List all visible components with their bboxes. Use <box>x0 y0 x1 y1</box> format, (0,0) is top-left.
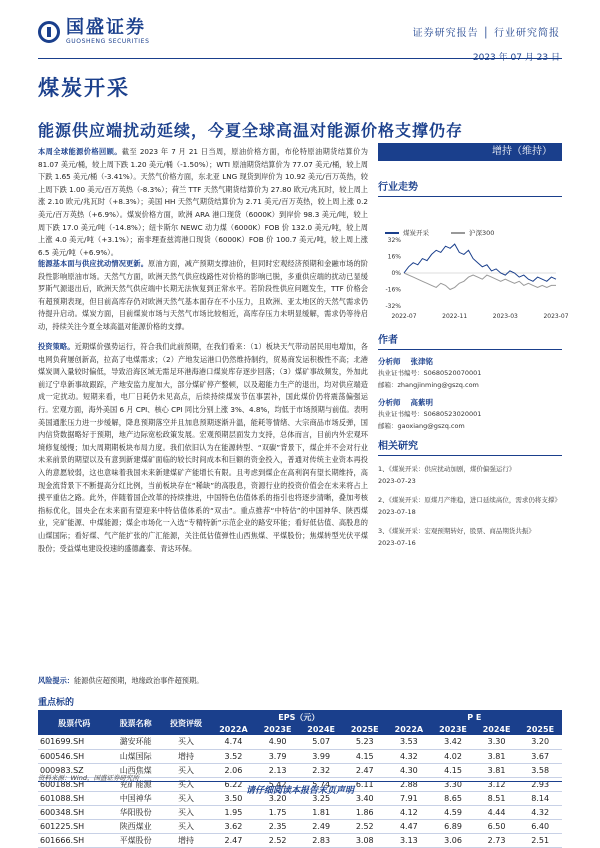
stock-code: 601699.SH <box>38 735 111 749</box>
year-header: 2022A <box>387 723 432 735</box>
body-paragraph-1 <box>38 146 368 261</box>
stock-value: 6.40 <box>518 819 562 833</box>
stock-name: 兖矿能源 <box>111 777 161 791</box>
stock-rating: 买入 <box>161 791 211 805</box>
col-name: 股票名称 <box>111 711 161 735</box>
company-name-cn: 国盛证券 <box>66 17 146 38</box>
year-header: 2025E <box>343 723 387 735</box>
table-row <box>38 749 562 763</box>
industry-trend-section <box>378 178 562 197</box>
stock-value: 1.86 <box>343 805 387 819</box>
table-source: 资料来源：Wind，国盛证券研究所 <box>38 774 139 782</box>
header-divider <box>38 58 562 59</box>
stock-value: 6.50 <box>475 819 519 833</box>
rating-badge: 增持（维持） <box>378 143 562 161</box>
col-rating: 投资评级 <box>161 711 211 735</box>
stock-value: 5.42 <box>256 777 300 791</box>
stock-value: 4.32 <box>518 805 562 819</box>
stock-value: 4.47 <box>387 819 432 833</box>
stock-value: 6.89 <box>431 819 475 833</box>
author-1 <box>378 356 562 391</box>
legend-coal-swatch <box>385 232 399 234</box>
related-date-3: 2023-07-16 <box>378 539 416 547</box>
author-2-email[interactable]: 邮箱：gaoxiang@gszq.com <box>378 422 465 430</box>
legend-hs300: 沪深300 <box>451 228 494 237</box>
risk-paragraph <box>38 675 368 690</box>
stock-value: 2.88 <box>387 777 432 791</box>
report-type: 证券研究报告 │ 行业研究简报 <box>412 28 560 39</box>
table-title: 重点标的 <box>38 695 562 711</box>
stock-value: 8.14 <box>518 791 562 805</box>
table-row <box>38 805 562 819</box>
trend-y-tick: 32% <box>387 237 401 244</box>
footer-disclaimer: 请仔细阅读本报告末页声明 <box>245 786 354 796</box>
stock-code: 601088.SH <box>38 791 111 805</box>
stock-value: 4.15 <box>343 749 387 763</box>
stock-value: 3.79 <box>256 749 300 763</box>
author-1-role: 分析师 <box>378 357 401 366</box>
para-2-text: 原油方面，减产预期支撑油价，但同时宏观经济预期和金融市场的阶段性影响原油市场。天然气方面，欧洲天然气供应线路性对价格的影响已脱，多重供应端的扰动已显缓罗斯气源退出后，欧洲天然气供应端中长期无法恢复到正常水平。若阶段性供应问题发生，TTF 价格会有超预期表现，但目前高库存仍对欧洲天然气基本面存在不小压力，且欧洲、亚太地区的天然气需求仍待提升启动。煤炭方面，目前煤炭市场与天然气市场比较相近，高库存压力未明显缓解，需求仍等待启动，持续关注今夏全球高温对能源价格的支撑。 <box>38 259 368 331</box>
logo-mark-icon <box>38 21 60 43</box>
stock-value: 2.52 <box>343 819 387 833</box>
report-date: 2023 年 07 月 23 日 <box>472 53 560 63</box>
stock-value: 8.65 <box>431 791 475 805</box>
year-header: 2023E <box>431 723 475 735</box>
related-title: 相关研究 <box>378 437 562 456</box>
related-item-1[interactable]: 1、《煤炭开采：供应扰动加剧，煤价偏强运行》 <box>378 465 516 473</box>
table-row <box>38 819 562 833</box>
stock-value: 3.42 <box>431 735 475 749</box>
stock-value: 2.73 <box>475 833 519 847</box>
year-header: 2025E <box>518 723 562 735</box>
stock-code: 601225.SH <box>38 819 111 833</box>
stock-value: 2.47 <box>211 833 256 847</box>
stock-value: 4.30 <box>387 763 432 777</box>
author-2-name: 高紫明 <box>410 398 433 407</box>
footer-divider <box>38 781 562 782</box>
trend-y-tick: -16% <box>385 286 401 294</box>
stock-code: 000983.SZ <box>38 763 111 777</box>
stock-value: 3.62 <box>211 819 256 833</box>
trend-x-tick: 2023-07 <box>543 313 569 320</box>
stock-name: 陕西煤业 <box>111 819 161 833</box>
author-2-license: 执业证书编号：S0680523020001 <box>378 410 482 418</box>
stock-value: 4.02 <box>431 749 475 763</box>
year-header: 2024E <box>299 723 343 735</box>
stock-code: 600188.SH <box>38 777 111 791</box>
stock-value: 3.53 <box>387 735 432 749</box>
stock-value: 3.25 <box>299 791 343 805</box>
section-title: 煤炭开采 <box>38 75 130 100</box>
stock-value: 4.59 <box>431 805 475 819</box>
col-code: 股票代码 <box>38 711 111 735</box>
stock-value: 3.58 <box>518 763 562 777</box>
col-eps: EPS（元） <box>211 711 386 723</box>
main-title: 能源供应端扰动延续，今夏全球高温对能源价格支撑仍存 <box>38 121 464 140</box>
trend-chart <box>378 236 569 322</box>
stock-value: 2.93 <box>518 777 562 791</box>
stock-name: 潞安环能 <box>111 735 161 749</box>
year-header: 2023E <box>256 723 300 735</box>
stock-value: 3.20 <box>518 735 562 749</box>
stock-value: 1.95 <box>211 805 256 819</box>
stock-value: 3.40 <box>343 791 387 805</box>
stock-rating: 买入 <box>161 819 211 833</box>
stock-value: 7.91 <box>387 791 432 805</box>
trend-title: 行业走势 <box>378 178 562 197</box>
stock-name: 平煤股份 <box>111 833 161 847</box>
risk-lead: 风险提示： <box>38 676 74 685</box>
related-date-2: 2023-07-18 <box>378 508 416 516</box>
stock-value: 3.67 <box>518 749 562 763</box>
trend-y-tick: 16% <box>387 253 401 261</box>
authors-title: 作者 <box>378 331 562 350</box>
stock-value: 2.47 <box>343 763 387 777</box>
stock-value: 3.30 <box>475 735 519 749</box>
author-1-email[interactable]: 邮箱：zhangjinming@gszq.com <box>378 381 479 389</box>
risk-text: 能源供应超预期，地缘政治事件超预期。 <box>73 676 204 685</box>
para-3-lead: 投资策略。 <box>38 342 75 351</box>
related-date-1: 2023-07-23 <box>378 477 416 485</box>
stock-value: 3.81 <box>475 749 519 763</box>
stock-value: 6.22 <box>211 777 256 791</box>
stock-value: 5.07 <box>299 735 343 749</box>
author-1-license: 执业证书编号：S0680520070001 <box>378 369 482 377</box>
author-1-name: 张津铭 <box>410 357 433 366</box>
legend-coal: 煤炭开采 <box>385 228 429 237</box>
authors-section <box>378 331 562 432</box>
author-2-role: 分析师 <box>378 398 401 407</box>
para-2-lead: 能源基本面与供应扰动情况更新。 <box>38 259 149 268</box>
para-3-text: 近期煤价强势运行，符合我们此前预期，在我们看来：（1）板块天气带动居民用电增加，各电网负荷屡创新高，拉高了电煤需求；（2）产地发运港口仍然维持制约，贸易商发运积极性不高；北港煤炭调入量较时偏低，导致沿海区域无需足环港海港口煤炭库存逐步回落；（3）煤矿事故频发，外加此前辽宁阜新事故跟踪，产地安监力度加大，部分煤矿停产整顿，以及超能力生产的退出，均对供应端造成一定扰动。短期来看，电厂日耗仍未见高点，后续持续煤炭节伍事罢补，国此煤价仍将震荡偏强运行。宏观方面，海外美国 6 月 CPI、核心 CPI 同比分别上涨 3%、4.8%，均低于市场预期与前值。表明美国通胀压力进一步缓解，降息预期落空并且加息预期逐渐升温，能耗等情绪、大宗商品市场反弹，国内信贷数据略好于预期，地产边际宽松政策发展。宏观预期层面发力支持，总体而言，目前内外宏观环境修复缓慢；加大周期期板块布局力度。我们依旧认为在能源转型、“双碳”背景下，煤企并不会对行业未来前景的期望以及有意到新建煤矿面临的较长时间成本和巨额的资金投入，普通对传统主业资本再投入的意愿较弱，这也意味着我国未来新建煤矿产能增长有限。且考虑到煤企在高利润有望长期维持，高现金流背景下不断提高分红比例，当前板块存在“稀缺”的高股息，资源行业的投资价值会在未来将占上摸平重估之路。此外，伴随着国企改革的持续推进，中国特色估值体系的指引也将逐步清晰，叠加考核指标优化，国央企在未来面有望迎来中特估值体系的“双击”。重点推荐“中特估”的中国神华、陕西煤业，完矿能源、中煤能源；煤企市场化一入选“专精特新”示范企业的路安环能；看好低估值、高股息的山煤国际；看好煤、气产能扩张的广汇能源，关注低估值弹性山西焦煤、平煤股份；焦煤转型光伏平煤股份；受益煤电建设投速的盛德鑫泰、青达环保。 <box>38 342 368 553</box>
trend-y-tick: 0% <box>391 270 401 277</box>
stock-value: 3.52 <box>211 749 256 763</box>
stock-value: 3.81 <box>475 763 519 777</box>
stock-rating: 买入 <box>161 735 211 749</box>
body-paragraph-3 <box>38 341 368 557</box>
stock-value: 2.06 <box>211 763 256 777</box>
stock-value: 4.90 <box>256 735 300 749</box>
stock-name: 中国神华 <box>111 791 161 805</box>
related-item-2[interactable]: 2、《煤炭开采：原煤月产维稳，进口延续高位，需求仍将支撑》 <box>378 496 561 504</box>
stock-value: 3.20 <box>256 791 300 805</box>
stock-value: 3.12 <box>475 777 519 791</box>
stock-value: 2.35 <box>256 819 300 833</box>
stock-value: 3.13 <box>387 833 432 847</box>
related-item-3[interactable]: 3、《煤炭开采：宏观预期转好，股票、商品期货共振》 <box>378 527 535 535</box>
stock-rating: 增持 <box>161 833 211 847</box>
report-header <box>0 0 600 66</box>
stock-rating: 买入 <box>161 805 211 819</box>
stock-value: 4.74 <box>211 735 256 749</box>
trend-x-tick: 2022-11 <box>442 313 468 320</box>
stock-name: 山煤国际 <box>111 749 161 763</box>
coal-series-line <box>404 244 556 281</box>
stock-value: 2.83 <box>299 833 343 847</box>
stock-value: 3.06 <box>431 833 475 847</box>
para-1-lead: 本周全球能源价格回顾。 <box>38 147 122 156</box>
stock-code: 600546.SH <box>38 749 111 763</box>
table-row <box>38 735 562 749</box>
para-1-text: 截至 2023 年 7 月 21 日当周，原油价格方面，布伦特原油期货结算价为 81.07 美元/桶，较上周下跌 1.20 美元/桶（-1.50%）；WTI 原油期货结算价为 77.07 美元/桶，较上周下跌 1.65 美元/桶（-3.41%）。天然气价格方面，东北亚 LNG 现货到岸价为 10.92 美元/百万英热，较上周下跌 1.00 美元/百万英热（-8.3%）；荷兰 TTF 天然气期货结算价为 27.80 欧元/兆瓦时，较上周上涨 2.10 欧元/兆瓦时（+8.3%）；美国 HH 天然气期货结算价为 2.71 美元/百万英热，较上周上涨 0.2 美元/百万英热（+6.9%）。煤炭价格方面，欧洲 ARA 港口现货（6000K）到岸价 98.3 美元/吨，较上周下跌 17.0 美元/吨（-14.8%）；纽卡斯尔 NEWC 动力煤（6000K）FOB 价 132.0 美元/吨，较上周上涨 4.0 美元/吨（+3.1%）；南非理查兹湾港口现货（6000K）FOB 价 100.7 美元/吨，较上周上涨 6.5 美元/吨（+6.9%）。 <box>38 147 368 257</box>
col-pe: P E <box>387 711 563 723</box>
body-paragraph-2 <box>38 258 368 336</box>
stock-value: 1.75 <box>256 805 300 819</box>
stock-name: 山西焦煤 <box>111 763 161 777</box>
stock-value: 3.30 <box>431 777 475 791</box>
stock-value: 4.32 <box>387 749 432 763</box>
table-row <box>38 833 562 847</box>
stock-rating: 买入 <box>161 777 211 791</box>
trend-x-tick: 2023-03 <box>492 313 518 320</box>
stock-value: 5.23 <box>343 735 387 749</box>
related-research-section <box>378 437 562 549</box>
stock-value: 2.51 <box>518 833 562 847</box>
stock-value: 8.51 <box>475 791 519 805</box>
company-logo <box>38 18 149 45</box>
trend-y-tick: -32% <box>385 303 401 310</box>
stock-value: 2.52 <box>256 833 300 847</box>
stock-value: 4.15 <box>431 763 475 777</box>
stock-value: 3.50 <box>211 791 256 805</box>
author-2 <box>378 397 562 432</box>
stock-value: 6.11 <box>343 777 387 791</box>
stock-value: 3.08 <box>343 833 387 847</box>
stock-name: 华阳股份 <box>111 805 161 819</box>
stock-code: 601666.SH <box>38 833 111 847</box>
year-header: 2024E <box>475 723 519 735</box>
stock-value: 2.49 <box>299 819 343 833</box>
stock-value: 2.13 <box>256 763 300 777</box>
stock-rating: 买入 <box>161 763 211 777</box>
trend-x-tick: 2022-07 <box>391 313 417 320</box>
stock-value: 4.12 <box>387 805 432 819</box>
legend-hs300-swatch <box>451 232 465 234</box>
stock-value: 5.74 <box>299 777 343 791</box>
stock-value: 3.99 <box>299 749 343 763</box>
stock-value: 2.32 <box>299 763 343 777</box>
stock-code: 600348.SH <box>38 805 111 819</box>
stock-rating: 增持 <box>161 749 211 763</box>
stock-value: 4.44 <box>475 805 519 819</box>
year-header: 2022A <box>211 723 256 735</box>
stock-value: 1.81 <box>299 805 343 819</box>
company-name-en: GUOSHENG SECURITIES <box>66 38 150 45</box>
